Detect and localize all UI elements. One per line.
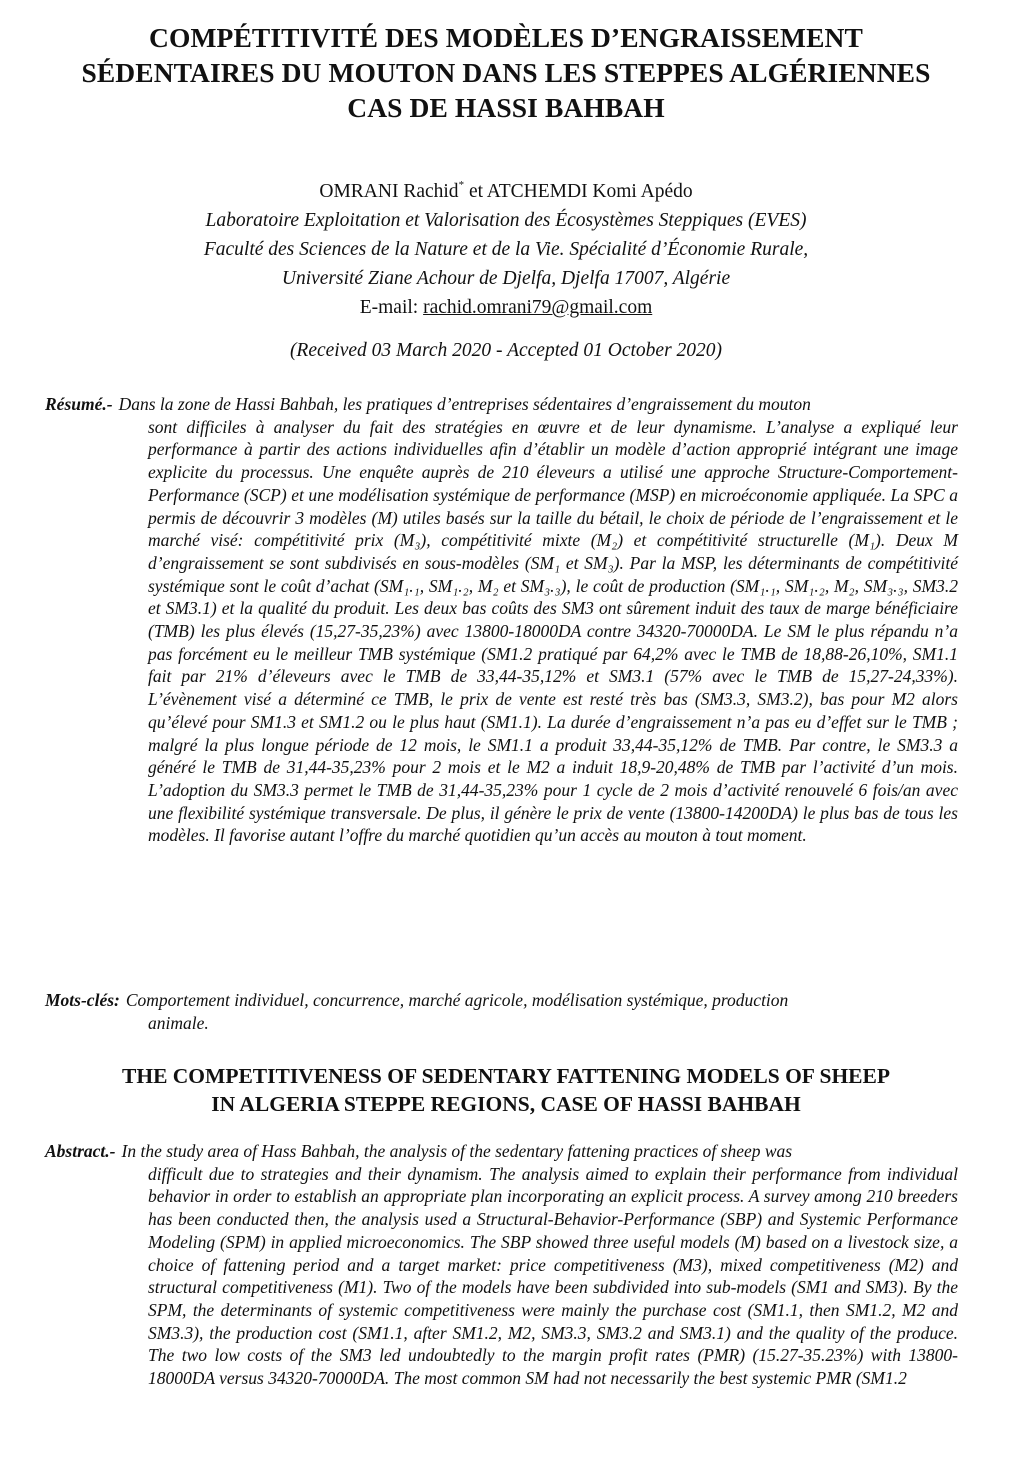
resume-body: sont difficiles à analyser du fait des stratégies en œuvre et de leur dynamisme. L’analyse a expliqué leur performance à partir des actions individuelles afin d’établir un modèle d’action approprié intégrant une image explicite du processus. Une enquête auprès de 210 éleveurs a utilisé une approche Structure-Comportement-Performance (SCP) et une modélisation systémique de performance (MSP) en microéconomie appliquée. La SPC a permis de découvrir 3 modèles (M) utiles basés sur la taille du bétail, le choix de période de l’engraissement et le marché visé: compétitivité prix (M₃), compétitivité mixte (M₂) et compétitivité structurelle (M₁). Deux M d’engraissement se sont subdivisés en sous-modèles (SM₁ et SM₃). Par la MSP, les déterminants de compétitivité systémique sont le coût d’achat (SM₁.₁, SM₁.₂, M₂ et SM₃.₃), le coût de production (SM₁.₁, SM₁.₂, M₂, SM₃.₃, SM3.2 et SM3.1) et la qualité du produit. Les deux bas coûts des SM3 ont sûrement induit des taux de marge bénéficiaire (TMB) les plus élevés (15,27-35,23%) avec 13800-18000DA contre 34320-70000DA. Le SM le plus répandu n’a pas forcément eu le meilleur TMB systémique (SM1.2 pratiqué par 64,2% avec le TMB de 18,88-26,10%, SM1.1 fait par 21% d’éleveurs avec le TMB de 33,44-35,12% et SM3.1 (57% avec le TMB de 15,27-24,33%). L’évènement visé a déterminé ce TMB, le prix de vente est resté très bas (SM3.3, SM3.2), bas pour M2 alors qu’élevé pour SM1.3 et SM1.2 ou le plus haut (SM1.1). La durée d’engraissement n’a pas eu d’effet sur le TMB ; malgré la plus longue période de 12 mois, le SM1.1 a produit 33,44-35,12% de TMB. Par contre, le SM3.3 a généré le TMB de 31,44-35,23% pour 2 mois et le M2 a induit 18,9-20,48% de TMB par l’activité d’un mois. L’adoption du SM3.3 permet le TMB de 31,44-35,23% pour 1 cycle de 2 mois d’activité renouvelé 6 fois/an avec une flexibilité systémique transversale. De plus, il génère le prix de vente (13800-14200DA) le plus bas de tous les modèles. Il favorise autant l’offre du marché quotidien qu’un accès au mouton à tout moment. bbox=[148, 416, 958, 846]
author-2: et ATCHEMDI Komi Apédo bbox=[464, 181, 693, 202]
english-title-line-2: IN ALGERIA STEPPE REGIONS, CASE OF HASSI BAHBAH bbox=[211, 1092, 801, 1116]
abstract-body: difficult due to strategies and their dynamism. The analysis aimed to explain their performance from individual behavior in order to establish an appropriate plan incorporating an explicit process. A survey among 210 breeders has been conducted then, the analysis used a Structural-Behavior-Performance (SBP) and Systemic Performance Modeling (SPM) in applied microeconomics. The SBP showed three useful models (M) based on a livestock size, a choice of fattening period and a target market: price competitiveness (M3), mixed competitiveness (M2) and structural competitiveness (M1). Two of the models have been subdivided into sub-models (SM1 and SM3). By the SPM, the determinants of systemic competitiveness were mainly the purchase cost (SM1.1, then SM1.2, M2 and SM3.3), the production cost (SM1.1, after SM1.2, M2, SM3.3, SM3.2 and SM3.1) and the quality of the produce. The two low costs of the SM3 led undoubtedly to the margin profit rates (PMR) (15.27-35.23%) with 13800-18000DA versus 34320-70000DA. The most common SM had not necessarily the best systemic PMR (SM1.2 bbox=[148, 1163, 958, 1389]
abstract-section bbox=[45, 1140, 958, 1390]
author-1: OMRANI Rachid bbox=[319, 181, 459, 202]
affiliation-line-1: Laboratoire Exploitation et Valorisation des Écosystèmes Steppiques (EVES) bbox=[205, 210, 807, 231]
abstract-first-text: In the study area of Hass Bahbah, the analysis of the sedentary fattening practices of sheep was bbox=[121, 1141, 793, 1161]
email-label: E-mail: bbox=[359, 297, 424, 318]
resume-label: Résumé.- bbox=[45, 394, 113, 414]
corresponding-author-marker: * bbox=[458, 179, 465, 191]
abstract-first-line bbox=[45, 1140, 958, 1163]
affiliation-line-3: Université Ziane Achour de Djelfa, Djelfa 17007, Algérie bbox=[281, 268, 731, 289]
keywords-first-line bbox=[45, 989, 958, 1012]
received-dates: (Received 03 March 2020 - Accepted 01 October 2020) bbox=[289, 340, 723, 361]
resume-first-text: Dans la zone de Hassi Bahbah, les pratiques d’entreprises sédentaires d’engraissement du mouton bbox=[118, 394, 811, 414]
affiliation-line-2: Faculté des Sciences de la Nature et de la Vie. Spécialité d’Économie Rurale, bbox=[203, 239, 809, 260]
email-line bbox=[0, 293, 1012, 322]
keywords-section bbox=[45, 989, 958, 1034]
keywords-label: Mots-clés: bbox=[45, 990, 120, 1010]
author-block bbox=[0, 177, 1012, 322]
author-names bbox=[0, 177, 1012, 206]
title-line-2: SÉDENTAIRES DU MOUTON DANS LES STEPPES ALGÉRIENNES bbox=[81, 57, 931, 88]
resume-first-line bbox=[45, 393, 958, 416]
title-line-3: CAS DE HASSI BAHBAH bbox=[347, 92, 665, 123]
paper-title bbox=[40, 20, 972, 125]
abstract-label: Abstract.- bbox=[45, 1141, 116, 1161]
email-link[interactable]: rachid.omrani79@gmail.com bbox=[423, 297, 653, 318]
english-title bbox=[40, 1062, 972, 1118]
keywords-body: animale. bbox=[148, 1012, 209, 1033]
keywords-first-text: Comportement individuel, concurrence, marché agricole, modélisation systémique, production bbox=[125, 990, 789, 1010]
english-title-line-1: THE COMPETITIVENESS OF SEDENTARY FATTENING MODELS OF SHEEP bbox=[122, 1064, 890, 1088]
title-line-1: COMPÉTITIVITÉ DES MODÈLES D’ENGRAISSEMENT bbox=[149, 22, 863, 53]
resume-section bbox=[45, 393, 958, 847]
